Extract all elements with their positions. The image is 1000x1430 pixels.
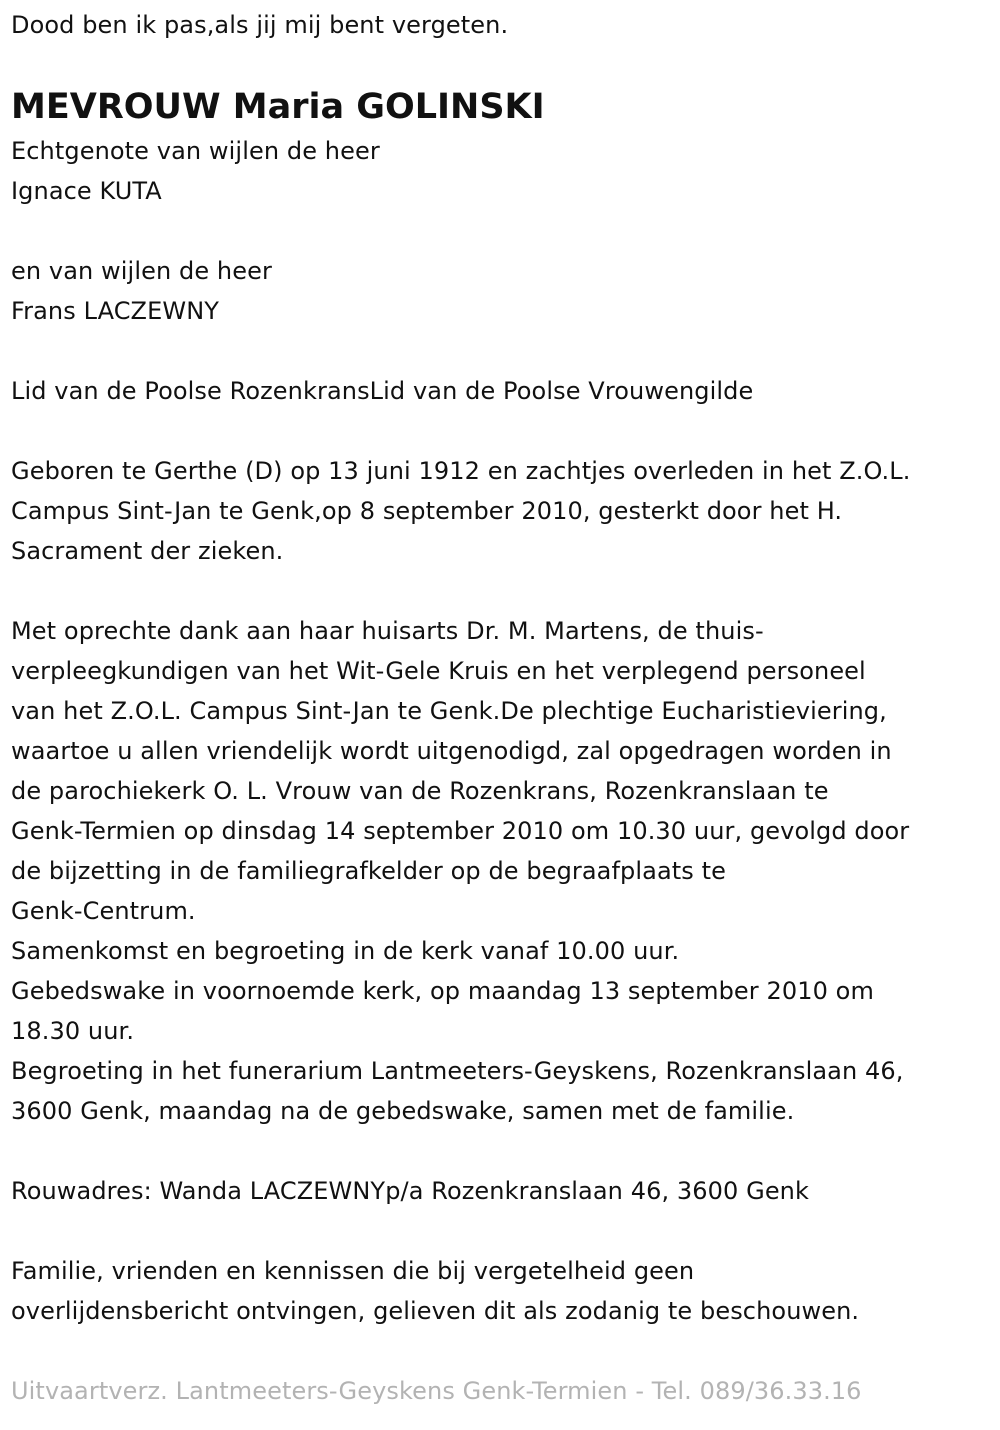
spacer [11,1211,996,1251]
paragraph-line: Genk-Centrum. [11,897,196,925]
paragraph-line: Familie, vrienden en kennissen die bij vergetelheid geen [11,1257,695,1285]
spouse-1-line: Echtgenote van wijlen de heer [11,137,380,165]
spacer [11,211,996,251]
spouse-section-2 [11,251,996,331]
paragraph-line: Begroeting in het funerarium Lantmeeters-Geyskens, Rozenkranslaan 46, [11,1057,904,1085]
paragraph-line: Genk-Termien op dinsdag 14 september 2010 om 10.30 uur, gevolgd door [11,817,910,845]
funeral-home-footer: Uitvaartverz. Lantmeeters-Geyskens Genk-Termien - Tel. 089/36.33.16 [11,1377,862,1405]
paragraph-line: waartoe u allen vriendelijk wordt uitgenodigd, zal opgedragen worden in [11,737,892,765]
spacer [11,1131,996,1171]
quote: Dood ben ik pas,als jij mij bent vergeten. [11,11,509,39]
spouse-2-line: en van wijlen de heer [11,257,272,285]
obituary-document [11,0,996,1411]
paragraph-line: Campus Sint-Jan te Genk,op 8 september 2010, gesterkt door het H. [11,497,843,525]
paragraph-line: Met oprechte dank aan haar huisarts Dr. M. Martens, de thuis- [11,617,764,645]
spacer [11,1331,996,1371]
spacer [11,571,996,611]
spouse-1-name: Ignace KUTA [11,177,162,205]
paragraph-line: de parochiekerk O. L. Vrouw van de Rozenkrans, Rozenkranslaan te [11,777,829,805]
spacer [11,411,996,451]
spacer [11,331,996,371]
birth-death-paragraph [11,451,996,571]
deceased-name: MEVROUW Maria GOLINSKI [11,87,545,127]
paragraph-line: overlijdensbericht ontvingen, gelieven dit als zodanig te beschouwen. [11,1297,860,1325]
paragraph-line: Samenkomst en begroeting in de kerk vanaf 10.00 uur. [11,937,680,965]
paragraph-line: 3600 Genk, maandag na de gebedswake, samen met de familie. [11,1097,795,1125]
paragraph-line: van het Z.O.L. Campus Sint-Jan te Genk.De plechtige Eucharistieviering, [11,697,887,725]
memberships: Lid van de Poolse RozenkransLid van de Poolse Vrouwengilde [11,377,754,405]
ceremony-paragraph [11,611,996,1131]
paragraph-line: Geboren te Gerthe (D) op 13 juni 1912 en zachtjes overleden in het Z.O.L. [11,457,911,485]
spouse-2-name: Frans LACZEWNY [11,297,220,325]
mourning-address: Rouwadres: Wanda LACZEWNYp/a Rozenkranslaan 46, 3600 Genk [11,1177,809,1205]
paragraph-line: 18.30 uur. [11,1017,135,1045]
paragraph-line: verpleegkundigen van het Wit-Gele Kruis en het verplegend personeel [11,657,866,685]
closing-note [11,1251,996,1331]
paragraph-line: de bijzetting in de familiegrafkelder op de begraafplaats te [11,857,726,885]
spouse-section-1 [11,131,996,211]
paragraph-line: Gebedswake in voornoemde kerk, op maandag 13 september 2010 om [11,977,874,1005]
paragraph-line: Sacrament der zieken. [11,537,284,565]
